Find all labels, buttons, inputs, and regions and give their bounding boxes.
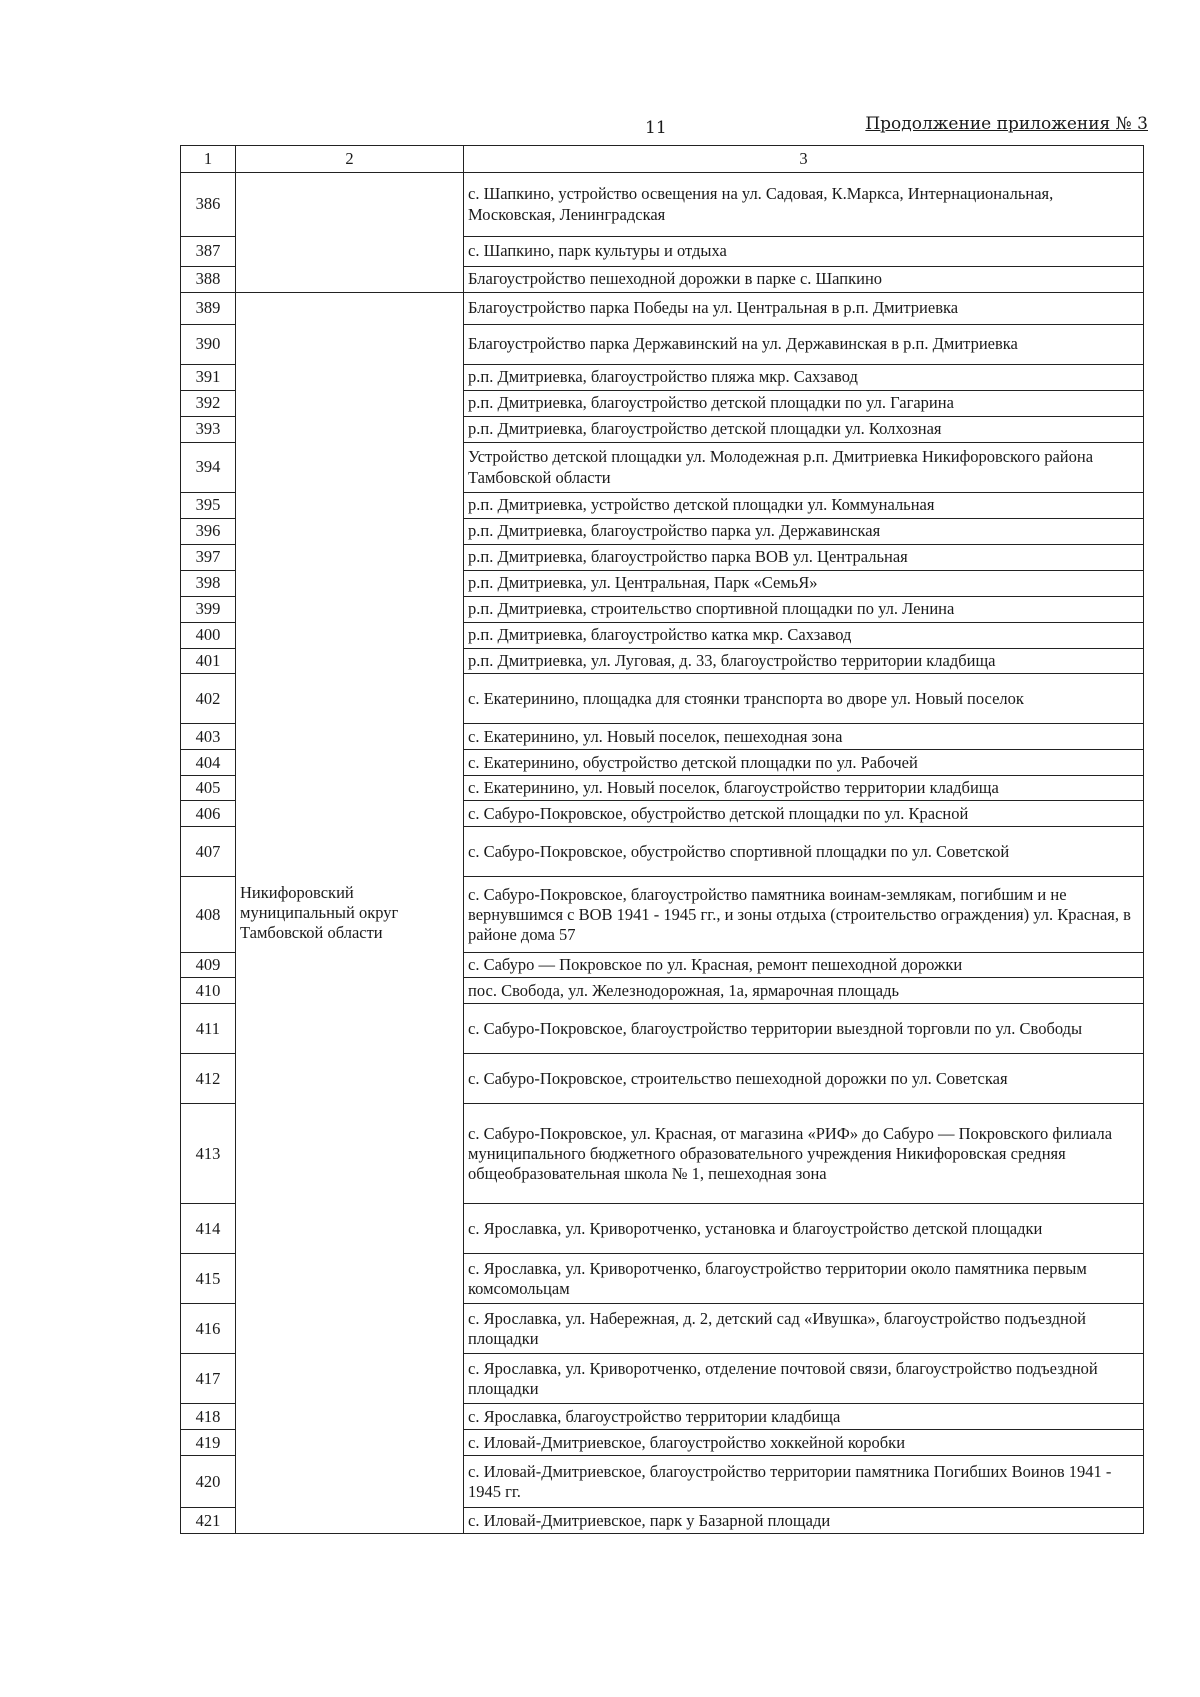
appendix-continuation-label: Продолжение приложения № 3: [865, 114, 1148, 134]
row-number: 394: [181, 443, 236, 493]
row-description: с. Ярославка, ул. Криворотченко, установка и благоустройство детской площадки: [464, 1204, 1144, 1254]
row-number: 420: [181, 1456, 236, 1508]
row-description: с. Сабуро-Покровское, благоустройство памятника воинам-землякам, погибшим и не вернувшимся с ВОВ 1941 - 1945 гг., и зоны отдыха (строительство ограждения) ул. Красная, в районе дома 57: [464, 877, 1144, 953]
row-number: 408: [181, 877, 236, 953]
row-description: с. Сабуро-Покровское, ул. Красная, от магазина «РИФ» до Сабуро — Покровского филиала муниципального бюджетного образовательного учреждения Никифоровская средняя общеобразовательная школа № 1, пешеходная зона: [464, 1104, 1144, 1204]
row-number: 402: [181, 674, 236, 724]
row-number: 409: [181, 953, 236, 978]
row-description: р.п. Дмитриевка, благоустройство детской площадки по ул. Гагарина: [464, 391, 1144, 417]
row-number: 417: [181, 1354, 236, 1404]
row-number: 399: [181, 597, 236, 623]
row-description: с. Ярославка, ул. Набережная, д. 2, детский сад «Ивушка», благоустройство подъездной площадки: [464, 1304, 1144, 1354]
row-number: 413: [181, 1104, 236, 1204]
row-description: р.п. Дмитриевка, ул. Центральная, Парк «СемьЯ»: [464, 571, 1144, 597]
row-number: 412: [181, 1054, 236, 1104]
row-description: с. Иловай-Дмитриевское, парк у Базарной площади: [464, 1508, 1144, 1534]
row-description: Устройство детской площадки ул. Молодежная р.п. Дмитриевка Никифоровского района Тамбовской области: [464, 443, 1144, 493]
column-header-number: 1: [181, 146, 236, 173]
row-number: 415: [181, 1254, 236, 1304]
row-description: с. Екатеринино, обустройство детской площадки по ул. Рабочей: [464, 750, 1144, 776]
row-description: с. Сабуро-Покровское, благоустройство территории выездной торговли по ул. Свободы: [464, 1004, 1144, 1054]
row-description: с. Ярославка, ул. Криворотченко, отделение почтовой связи, благоустройство подъездной площадки: [464, 1354, 1144, 1404]
row-number: 416: [181, 1304, 236, 1354]
row-description: с. Сабуро-Покровское, строительство пешеходной дорожки по ул. Советская: [464, 1054, 1144, 1104]
row-number: 410: [181, 978, 236, 1004]
row-description: с. Шапкино, парк культуры и отдыха: [464, 237, 1144, 267]
column-header-description: 3: [464, 146, 1144, 173]
row-description: с. Иловай-Дмитриевское, благоустройство территории памятника Погибших Воинов 1941 - 1945 гг.: [464, 1456, 1144, 1508]
row-number: 414: [181, 1204, 236, 1254]
row-number: 390: [181, 325, 236, 365]
row-number: 404: [181, 750, 236, 776]
row-description: Благоустройство пешеходной дорожки в парке с. Шапкино: [464, 267, 1144, 293]
row-number: 398: [181, 571, 236, 597]
row-number: 405: [181, 776, 236, 801]
row-number: 400: [181, 623, 236, 649]
row-number: 396: [181, 519, 236, 545]
row-description: р.п. Дмитриевка, благоустройство парка ул. Державинская: [464, 519, 1144, 545]
row-description: с. Екатеринино, площадка для стоянки транспорта во дворе ул. Новый поселок: [464, 674, 1144, 724]
row-description: р.п. Дмитриевка, строительство спортивной площадки по ул. Ленина: [464, 597, 1144, 623]
row-description: пос. Свобода, ул. Железнодорожная, 1а, ярмарочная площадь: [464, 978, 1144, 1004]
district-cell-previous: [236, 173, 464, 293]
row-number: 403: [181, 724, 236, 750]
row-number: 411: [181, 1004, 236, 1054]
row-description: Благоустройство парка Победы на ул. Центральная в р.п. Дмитриевка: [464, 293, 1144, 325]
column-header-district: 2: [236, 146, 464, 173]
row-description: р.п. Дмитриевка, ул. Луговая, д. 33, благоустройство территории кладбища: [464, 649, 1144, 674]
row-number: 388: [181, 267, 236, 293]
row-description: с. Иловай-Дмитриевское, благоустройство хоккейной коробки: [464, 1430, 1144, 1456]
row-number: 407: [181, 827, 236, 877]
row-description: с. Ярославка, ул. Криворотченко, благоустройство территории около памятника первым комсомольцам: [464, 1254, 1144, 1304]
row-number: 397: [181, 545, 236, 571]
row-description: с. Екатеринино, ул. Новый поселок, пешеходная зона: [464, 724, 1144, 750]
row-description: р.п. Дмитриевка, благоустройство пляжа мкр. Сахзавод: [464, 365, 1144, 391]
row-description: с. Сабуро-Покровское, обустройство детской площадки по ул. Красной: [464, 801, 1144, 827]
row-description: с. Сабуро — Покровское по ул. Красная, ремонт пешеходной дорожки: [464, 953, 1144, 978]
row-number: 395: [181, 493, 236, 519]
row-description: р.п. Дмитриевка, благоустройство парка ВОВ ул. Центральная: [464, 545, 1144, 571]
registry-table: [180, 145, 1144, 1534]
row-description: с. Екатеринино, ул. Новый поселок, благоустройство территории кладбища: [464, 776, 1144, 801]
table-header: [181, 146, 1144, 173]
row-number: 401: [181, 649, 236, 674]
row-description: р.п. Дмитриевка, благоустройство детской площадки ул. Колхозная: [464, 417, 1144, 443]
row-description: Благоустройство парка Державинский на ул. Державинская в р.п. Дмитриевка: [464, 325, 1144, 365]
row-description: с. Ярославка, благоустройство территории кладбища: [464, 1404, 1144, 1430]
row-number: 392: [181, 391, 236, 417]
row-description: р.п. Дмитриевка, устройство детской площадки ул. Коммунальная: [464, 493, 1144, 519]
table-row: [181, 293, 1144, 325]
row-number: 391: [181, 365, 236, 391]
district-cell: Никифоровский муниципальный округ Тамбовской области: [236, 293, 464, 1534]
row-description: с. Сабуро-Покровское, обустройство спортивной площадки по ул. Советской: [464, 827, 1144, 877]
row-number: 389: [181, 293, 236, 325]
row-number: 387: [181, 237, 236, 267]
row-description: с. Шапкино, устройство освещения на ул. Садовая, К.Маркса, Интернациональная, Московская, Ленинградская: [464, 173, 1144, 237]
row-number: 418: [181, 1404, 236, 1430]
table-row: [181, 173, 1144, 237]
row-description: р.п. Дмитриевка, благоустройство катка мкр. Сахзавод: [464, 623, 1144, 649]
row-number: 393: [181, 417, 236, 443]
table-body: [181, 173, 1144, 1534]
row-number: 419: [181, 1430, 236, 1456]
page-number: 11: [645, 118, 667, 138]
row-number: 406: [181, 801, 236, 827]
row-number: 386: [181, 173, 236, 237]
row-number: 421: [181, 1508, 236, 1534]
